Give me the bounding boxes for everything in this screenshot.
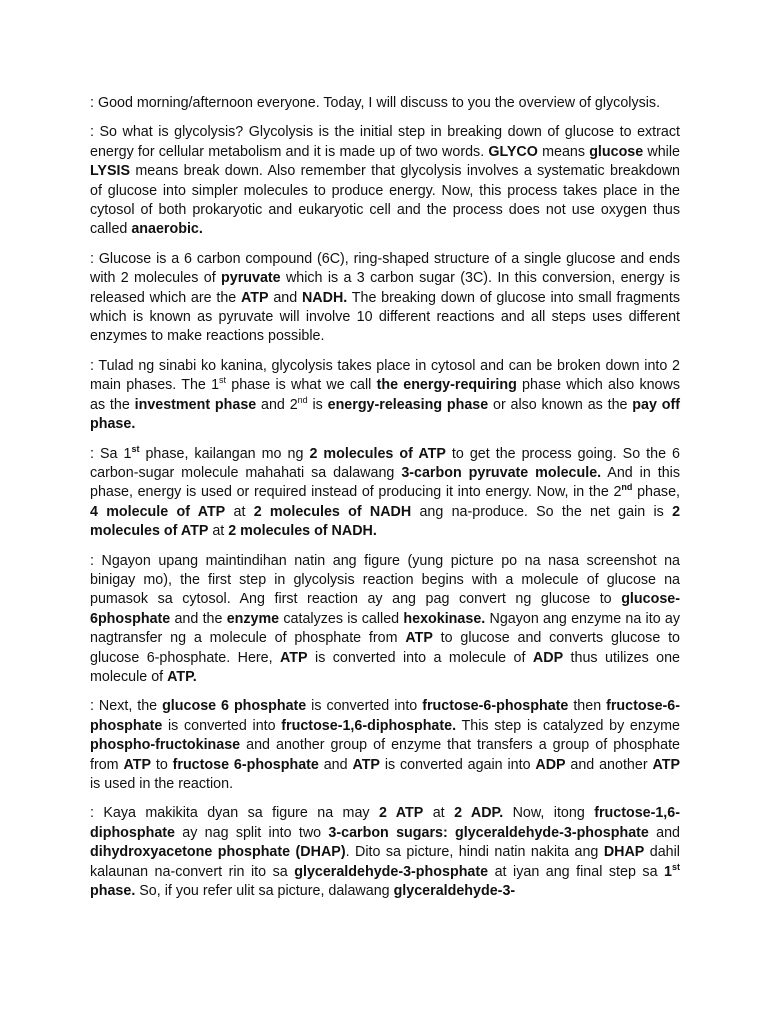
bold-text: ATP (123, 756, 151, 773)
bold-text: fructose-1,6-diphosphate (90, 805, 680, 841)
text-run: And in this phase, energy is used or required instead of producing it into energy. Now, in the 2 (90, 464, 681, 501)
bold-text: 2 molecules of ATP (309, 445, 446, 462)
text-run: at (423, 805, 455, 822)
superscript-text: st (219, 375, 227, 386)
text-run: which is a 3 carbon sugar (3C). In this conversion, energy is released which are the (90, 270, 680, 306)
bold-text: ATP (652, 756, 680, 773)
bold-text: glucose (589, 143, 644, 160)
text-run: : Sa 1 (90, 445, 132, 462)
bold-text: fructose-6-phosphate (90, 698, 680, 734)
text-run: or also known as the (488, 396, 633, 413)
bold-text: ATP. (167, 668, 197, 685)
document-body (90, 94, 680, 901)
bold-text: fructose 6-phosphate (172, 756, 319, 773)
text-run: dahil kalaunan na-convert rin ito sa (90, 844, 680, 880)
text-run: thus utilizes one molecule of (90, 649, 681, 685)
bold-text: ADP (532, 649, 564, 666)
text-run: means (537, 143, 590, 160)
text-run: is (307, 396, 328, 413)
bold-text: 2 molecules of ATP (90, 503, 681, 540)
text-run: is converted again into (379, 756, 536, 773)
bold-text: enzyme (226, 610, 280, 627)
text-run: phase, kailangan mo ng (139, 445, 310, 462)
text-run: : Glucose is a 6 carbon compound (6C), ring-shaped structure of a single glucose and ends with 2 molecules of (90, 250, 680, 287)
text-run: . Dito sa picture, hindi natin nakita ang (345, 844, 604, 861)
text-run: and another (565, 756, 653, 773)
paragraph (90, 697, 680, 794)
bold-text: ATP (280, 649, 308, 666)
paragraph (90, 357, 680, 435)
paragraph (90, 445, 680, 542)
text-run: and (268, 289, 302, 306)
text-run: and the (170, 610, 227, 627)
bold-text: 3-carbon sugars: glyceraldehyde-3-phosphate (328, 824, 649, 841)
bold-text: 2 molecules of NADH. (228, 523, 377, 540)
bold-text: glyceraldehyde-3- (393, 883, 516, 900)
bold-text: DHAP (603, 844, 645, 861)
bold-text: 3-carbon pyruvate molecule. (401, 464, 602, 481)
bold-text: fructose-1,6-diphosphate. (281, 717, 457, 734)
text-run: : Kaya makikita dyan sa figure na may (90, 805, 379, 822)
bold-text: dihydroxyacetone phosphate (DHAP) (90, 844, 346, 861)
superscript-text: nd (621, 482, 633, 493)
superscript-text: st (131, 443, 140, 454)
bold-text: phase. (90, 883, 136, 900)
text-run: is converted into a molecule of (307, 649, 533, 666)
bold-text: pay off phase. (90, 396, 680, 433)
bold-text: investment phase (134, 396, 257, 413)
paragraph (90, 94, 680, 113)
text-run: So, if you refer ulit sa picture, dalawang (135, 883, 394, 900)
bold-text: NADH. (301, 289, 348, 306)
text-run: : Ngayon upang maintindihan natin ang figure (yung picture po na nasa screenshot na binigay mo), the first step in glycolysis reaction begins with a molecule of glucose na pumasok sa cytosol. Ang first reaction ay ang pag convert ng glucose to (90, 552, 680, 608)
text-run: : Next, the (90, 698, 163, 715)
bold-text: ATP (352, 756, 380, 773)
text-run: is converted into (162, 717, 282, 734)
text-run: ay nag split into two (175, 824, 329, 841)
bold-text: ADP (535, 756, 566, 773)
text-run: is converted into (306, 698, 423, 715)
bold-text: energy-releasing phase (327, 396, 489, 413)
text-run: Ngayon ang enzyme na ito ay nagtransfer ng a molecule of phosphate from (90, 610, 680, 647)
bold-text: 2 ATP (378, 805, 424, 822)
bold-text: glyceraldehyde-3-phosphate (294, 863, 489, 880)
paragraph (90, 250, 680, 347)
text-run: at iyan ang final step sa (488, 863, 665, 880)
bold-text: LYSIS (90, 163, 131, 180)
bold-text: GLYCO (488, 143, 538, 160)
paragraph (90, 123, 680, 239)
text-run: This step is catalyzed by enzyme (456, 717, 680, 734)
text-run: means break down. Also remember that glycolysis involves a systematic breakdown of glucose into simpler molecules to produce energy. Now, this process takes place in the cytosol of both prokaryotic and eukaryotic cell and the process does not use oxygen thus called (90, 163, 680, 238)
text-run: phase is what we call (226, 377, 377, 394)
text-run: to (151, 756, 173, 773)
bold-text: pyruvate (221, 270, 281, 287)
text-run: while (643, 143, 680, 160)
bold-text: the energy-requiring (376, 377, 517, 394)
paragraph (90, 552, 680, 688)
text-run: at (225, 503, 254, 520)
text-run: to get the process going. So the 6 carbon-sugar molecule mahahati sa dalawang (90, 445, 680, 481)
bold-text: 2 ADP. (454, 805, 504, 822)
text-run: and (318, 756, 353, 773)
bold-text: anaerobic. (131, 221, 203, 238)
bold-text: phospho-fructokinase (90, 737, 241, 754)
bold-text: glucose 6 phosphate (162, 698, 307, 715)
text-run: The breaking down of glucose into small fragments which is known as pyruvate will involve 10 different reactions and all steps uses different enzymes to make reactions possible. (90, 289, 680, 345)
bold-text: hexokinase. (403, 610, 486, 627)
text-run: and another group of enzyme that transfers a group of phosphate from (90, 737, 680, 773)
text-run: and 2 (256, 396, 298, 413)
bold-text: ATP (241, 289, 269, 306)
text-run: is used in the reaction. (90, 776, 234, 792)
text-run: : Good morning/afternoon everyone. Today, I will discuss to you the overview of glycolysis. (90, 95, 661, 111)
text-run: phase, (632, 484, 680, 501)
bold-text: glucose-6phosphate (90, 591, 680, 627)
text-run: to glucose and converts glucose to glucose 6-phosphate. Here, (90, 630, 680, 666)
text-run: ang na-produce. So the net gain is (411, 503, 673, 520)
text-run: and (648, 824, 680, 841)
text-run: at (208, 523, 229, 540)
text-run: : So what is glycolysis? Glycolysis is the initial step in breaking down of glucose to extract energy for cellular metabolism and it is made up of two words. (90, 124, 680, 160)
bold-text: 4 molecule of ATP (90, 503, 226, 520)
superscript-text: st (671, 861, 680, 872)
text-run: phase which also knows as the (90, 377, 680, 413)
paragraph (90, 804, 680, 901)
bold-text: ATP (405, 630, 433, 647)
text-run: catalyzes is called (279, 610, 404, 627)
text-run: Now, itong (503, 805, 595, 822)
bold-text: fructose-6-phosphate (422, 698, 569, 715)
text-run: then (568, 698, 607, 715)
bold-text: 2 molecules of NADH (253, 503, 412, 520)
superscript-text: nd (297, 394, 308, 405)
text-run: : Tulad ng sinabi ko kanina, glycolysis takes place in cytosol and can be broken down into 2 main phases. The 1 (90, 357, 680, 394)
bold-text: 1 (664, 863, 672, 880)
